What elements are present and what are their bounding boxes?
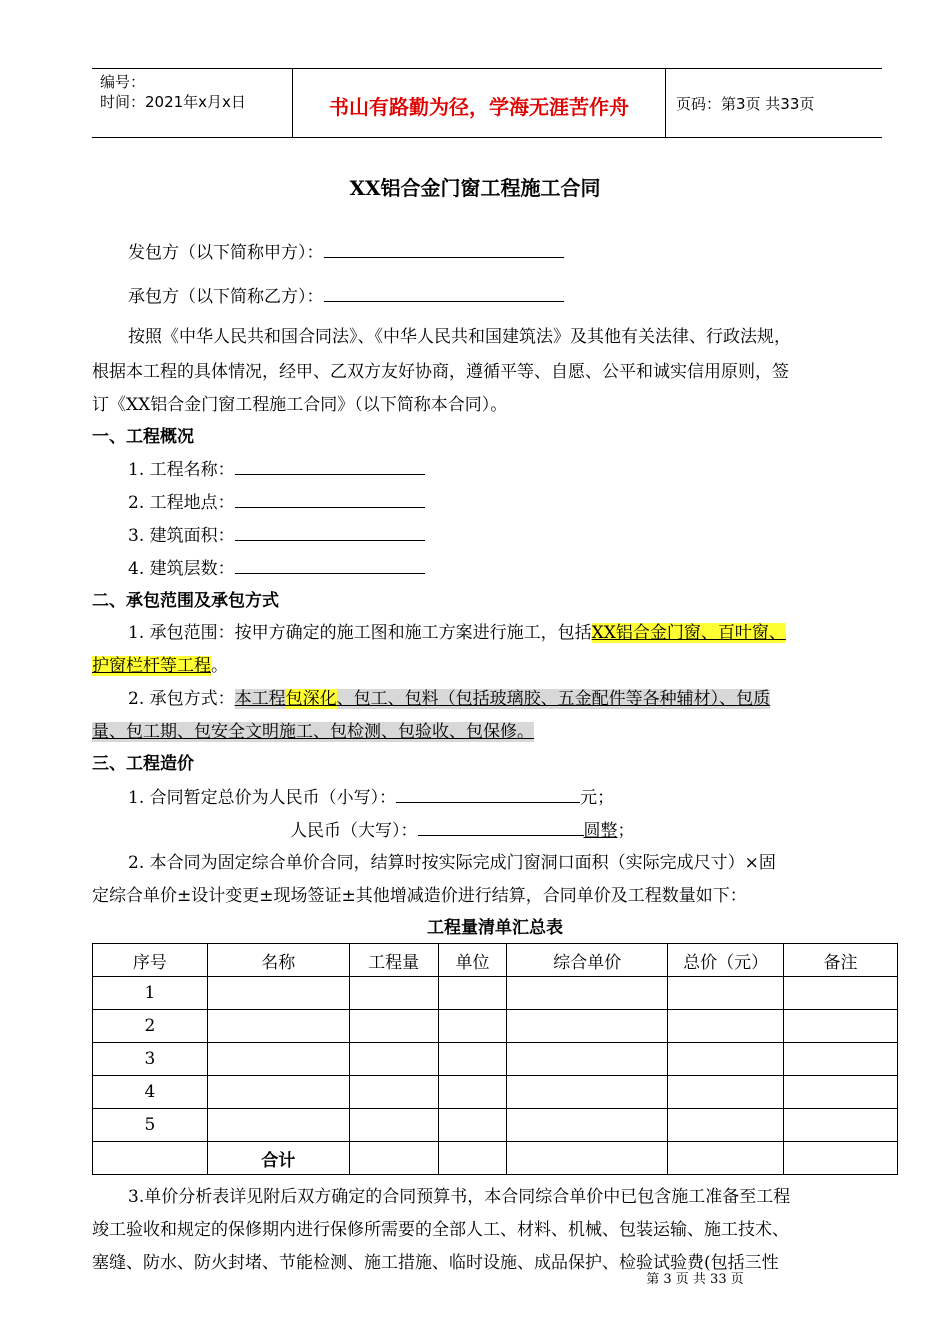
table-row [93,1010,898,1043]
cell[interactable] [349,1043,438,1076]
mode-text-a: 本工程 [234,689,286,709]
cell[interactable] [349,1109,438,1142]
cell[interactable] [438,1142,507,1175]
mode-line-1 [128,684,770,709]
cell[interactable] [668,1142,784,1175]
mode-text-b: 包深化 [285,689,337,709]
table-row [93,977,898,1010]
cell[interactable] [507,977,668,1010]
building-floors-blank[interactable] [235,555,425,574]
semicolon: ； [617,821,635,841]
table-row [93,1043,898,1076]
cell[interactable] [784,1043,898,1076]
table-title: 工程量清单汇总表 [427,918,563,938]
header-page-cell [666,69,882,137]
section3-heading: 三、工程造价 [92,754,194,774]
price-para-line-1: 2. 本合同为固定综合单价合同，结算时按实际完成门窗洞口面积（实际完成尺寸）×固 [128,853,776,873]
intro-line-3: 订《XX铝合金门窗工程施工合同》（以下简称本合同）。 [92,395,508,415]
price-small-line [128,783,614,808]
mode-label: 2. 承包方式： [128,689,235,709]
header-info-cell [92,69,293,137]
mode-line-2 [92,717,534,742]
header-unit: 单位 [438,944,507,977]
row-seq: 5 [93,1109,208,1142]
cell[interactable] [507,1010,668,1043]
scope-line-1 [128,618,786,643]
scope-text: 1. 承包范围：按甲方确定的施工图和施工方案进行施工，包括 [128,623,592,643]
header-page-number: 页码：第3页 共33页 [676,95,815,113]
doc-number-label: 编号： [100,73,146,91]
cell[interactable] [668,1109,784,1142]
cell[interactable] [438,1043,507,1076]
cell[interactable] [207,1043,349,1076]
yuan-label: 元； [580,788,615,808]
section1-heading: 一、工程概况 [92,427,194,447]
quantity-table [92,943,898,1175]
header-name: 名称 [207,944,349,977]
cell[interactable] [784,977,898,1010]
party-b-blank[interactable] [324,283,564,302]
building-area-blank[interactable] [235,522,425,541]
cell[interactable] [438,977,507,1010]
yuan-big-label: 圆整 [583,821,618,841]
cell[interactable] [349,1142,438,1175]
cell[interactable] [668,1076,784,1109]
cell[interactable] [507,1109,668,1142]
para3-line-1: 3.单价分析表详见附后双方确定的合同预算书，本合同综合单价中已包含施工准备至工程 [128,1187,791,1207]
total-label: 合计 [207,1142,349,1175]
cell[interactable] [784,1109,898,1142]
para3-line-2: 竣工验收和规定的保修期内进行保修所需要的全部人工、材料、机械、包装运输、施工技术、 [92,1220,789,1240]
header-quantity: 工程量 [349,944,438,977]
cell[interactable] [349,977,438,1010]
party-a-line [128,238,564,263]
table-row [93,1076,898,1109]
scope-highlight-1: XX铝合金门窗、百叶窗、 [591,623,786,643]
cell[interactable] [784,1142,898,1175]
header-total: 总价（元） [668,944,784,977]
cell[interactable] [207,1076,349,1109]
mode-text-c: 、包工、包料（包括玻璃胶、五金配件等各种辅材）、包质 [336,689,771,709]
building-area-label: 3. 建筑面积： [128,526,235,546]
cell[interactable] [668,1043,784,1076]
cell[interactable] [438,1109,507,1142]
cell[interactable] [207,1109,349,1142]
cell[interactable] [507,1142,668,1175]
project-location-blank[interactable] [235,489,425,508]
cell[interactable] [207,977,349,1010]
page-header [92,68,882,138]
cell[interactable] [668,1010,784,1043]
cell [93,1142,208,1175]
party-a-blank[interactable] [324,239,564,258]
price-para-line-2: 定综合单价±设计变更±现场签证±其他增减造价进行结算，合同单价及工程数量如下： [92,886,747,906]
table-header-row [93,944,898,977]
cell[interactable] [207,1010,349,1043]
row-seq: 3 [93,1043,208,1076]
price-big-label: 人民币（大写）： [290,821,418,841]
row-seq: 4 [93,1076,208,1109]
price-small-label: 1. 合同暂定总价为人民币（小写）： [128,788,397,808]
price-small-blank[interactable] [396,784,580,803]
cell[interactable] [507,1043,668,1076]
party-b-label: 承包方（以下简称乙方）： [128,287,324,307]
header-unit-price: 综合单价 [507,944,668,977]
doc-time-label: 时间：2021年x月x日 [100,93,246,111]
section2-heading: 二、承包范围及承包方式 [92,591,279,611]
scope-line-2 [92,651,228,676]
building-area-line [128,521,425,546]
cell[interactable] [507,1076,668,1109]
page-footer: 第 3 页 共 33 页 [646,1272,744,1287]
header-motto-cell [293,69,666,137]
scope-end: 。 [211,656,228,676]
header-motto: 书山有路勤为径，学海无涯苦作舟 [329,95,629,119]
para3-line-3: 塞缝、防水、防火封堵、节能检测、施工措施、临时设施、成品保护、检验试验费(包括三性 [92,1253,779,1273]
cell[interactable] [438,1010,507,1043]
row-seq: 1 [93,977,208,1010]
project-name-line [128,455,425,480]
header-seq: 序号 [93,944,208,977]
party-a-label: 发包方（以下简称甲方）： [128,243,324,263]
row-seq: 2 [93,1010,208,1043]
price-big-blank[interactable] [418,817,584,836]
project-location-label: 2. 工程地点： [128,493,235,513]
cell[interactable] [438,1076,507,1109]
document-title: XX铝合金门窗工程施工合同 [349,176,601,200]
header-remark: 备注 [784,944,898,977]
project-name-label: 1. 工程名称： [128,460,235,480]
building-floors-label: 4. 建筑层数： [128,559,235,579]
price-big-line [290,816,635,841]
scope-highlight-2: 护窗栏杆等工程 [92,656,211,676]
mode-text-d: 量、包工期、包安全文明施工、包检测、包验收、包保修。 [92,722,534,742]
party-b-line [128,282,564,307]
cell[interactable] [668,977,784,1010]
project-location-line [128,488,425,513]
table-row [93,1109,898,1142]
cell[interactable] [784,1076,898,1109]
intro-line-1: 按照《中华人民共和国合同法》、《中华人民共和国建筑法》及其他有关法律、行政法规， [128,327,791,347]
cell[interactable] [349,1010,438,1043]
project-name-blank[interactable] [235,456,425,475]
building-floors-line [128,554,425,579]
table-total-row [93,1142,898,1175]
cell[interactable] [349,1076,438,1109]
cell[interactable] [784,1010,898,1043]
intro-line-2: 根据本工程的具体情况，经甲、乙双方友好协商，遵循平等、自愿、公平和诚实信用原则，签 [92,362,789,382]
